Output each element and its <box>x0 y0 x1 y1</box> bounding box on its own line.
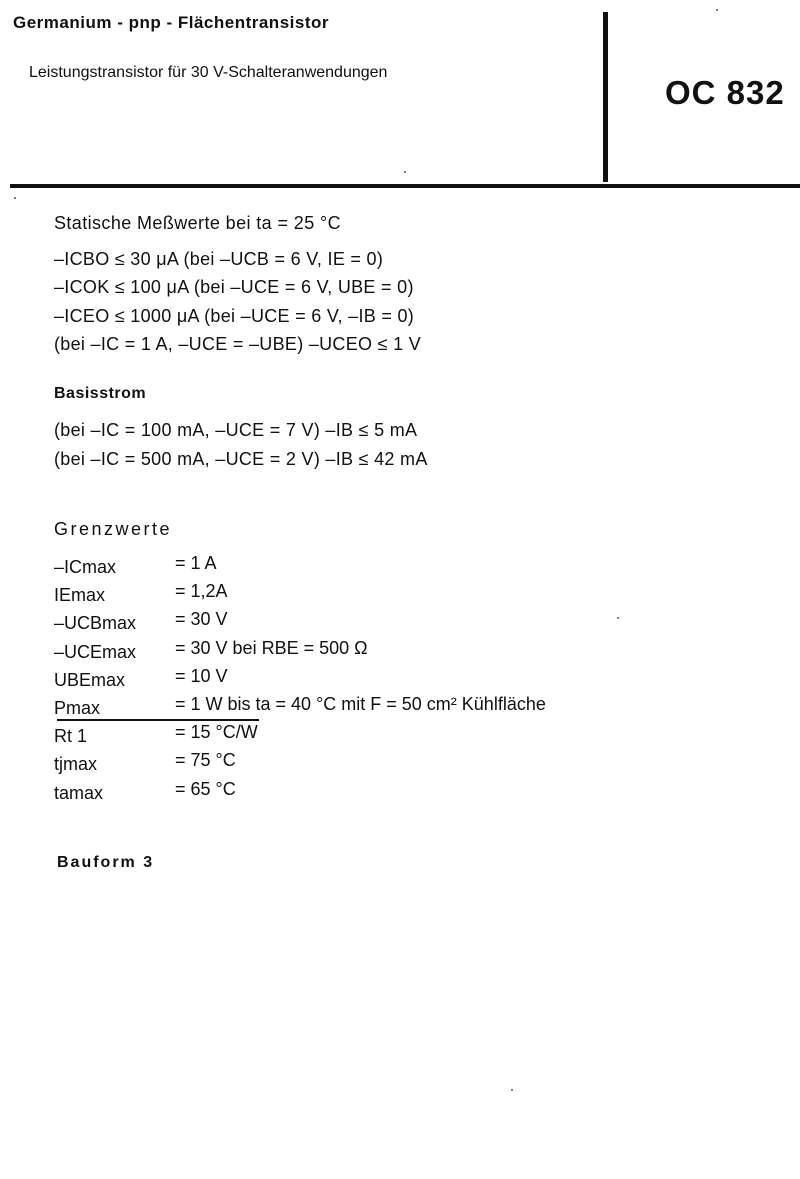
document-title: Germanium - pnp - Flächentransistor <box>13 13 329 32</box>
limit-value: = 10 V <box>175 665 228 686</box>
limit-symbol: –UCEmax <box>54 641 137 662</box>
scan-speck <box>716 9 718 11</box>
limit-symbol: UBEmax <box>54 669 126 690</box>
limit-symbol: Rt 1 <box>54 726 88 747</box>
bauform-label: Bauform 3 <box>57 854 155 871</box>
limit-symbol: –UCBmax <box>54 613 137 634</box>
basisstrom-line-100ma: (bei –IC = 100 mA, –UCE = 7 V) –IB ≤ 5 mA <box>54 420 418 440</box>
basisstrom-heading: Basisstrom <box>54 385 147 402</box>
model-number: OC 832 <box>665 74 785 111</box>
limit-symbol: tjmax <box>54 754 98 775</box>
static-line-uceo: (bei –IC = 1 A, –UCE = –UBE) –UCEO ≤ 1 V <box>54 334 422 354</box>
static-heading: Statische Meßwerte bei ta = 25 °C <box>54 213 342 233</box>
limit-value: = 1 A <box>175 553 217 573</box>
static-line-iceo: –ICEO ≤ 1000 μA (bei –UCE = 6 V, –IB = 0) <box>54 306 415 326</box>
static-line-icbo: –ICBO ≤ 30 μA (bei –UCB = 6 V, IE = 0) <box>54 249 384 269</box>
scan-speck <box>404 171 406 173</box>
limit-symbol: IEmax <box>54 585 106 606</box>
scan-speck <box>14 197 16 199</box>
limit-value: = 15 °C/W <box>175 722 258 743</box>
grenzwerte-heading: Grenzwerte <box>54 519 173 539</box>
limit-symbol: tamax <box>54 782 104 803</box>
limit-value: = 1 W bis ta = 40 °C mit F = 50 cm² Kühlfläche <box>175 693 546 714</box>
limit-value: = 65 °C <box>175 778 236 799</box>
limit-value: = 1,2A <box>175 581 228 602</box>
limit-symbol: –ICmax <box>54 557 117 577</box>
limit-value: = 30 V <box>175 609 228 630</box>
document-subtitle: Leistungstransistor für 30 V-Schalteranwendungen <box>29 64 388 81</box>
header-horizontal-rule <box>10 184 800 188</box>
limit-symbol: Pmax <box>54 697 101 718</box>
limit-value: = 75 °C <box>175 750 236 771</box>
basisstrom-line-500ma: (bei –IC = 500 mA, –UCE = 2 V) –IB ≤ 42 mA <box>54 449 428 469</box>
static-line-icok: –ICOK ≤ 100 μA (bei –UCE = 6 V, UBE = 0) <box>54 277 414 297</box>
limit-value: = 30 V bei RBE = 500 Ω <box>175 637 368 658</box>
scan-speck <box>617 617 619 619</box>
header-vertical-divider <box>603 12 608 182</box>
pmax-underline <box>57 719 259 721</box>
scan-speck <box>511 1089 513 1091</box>
